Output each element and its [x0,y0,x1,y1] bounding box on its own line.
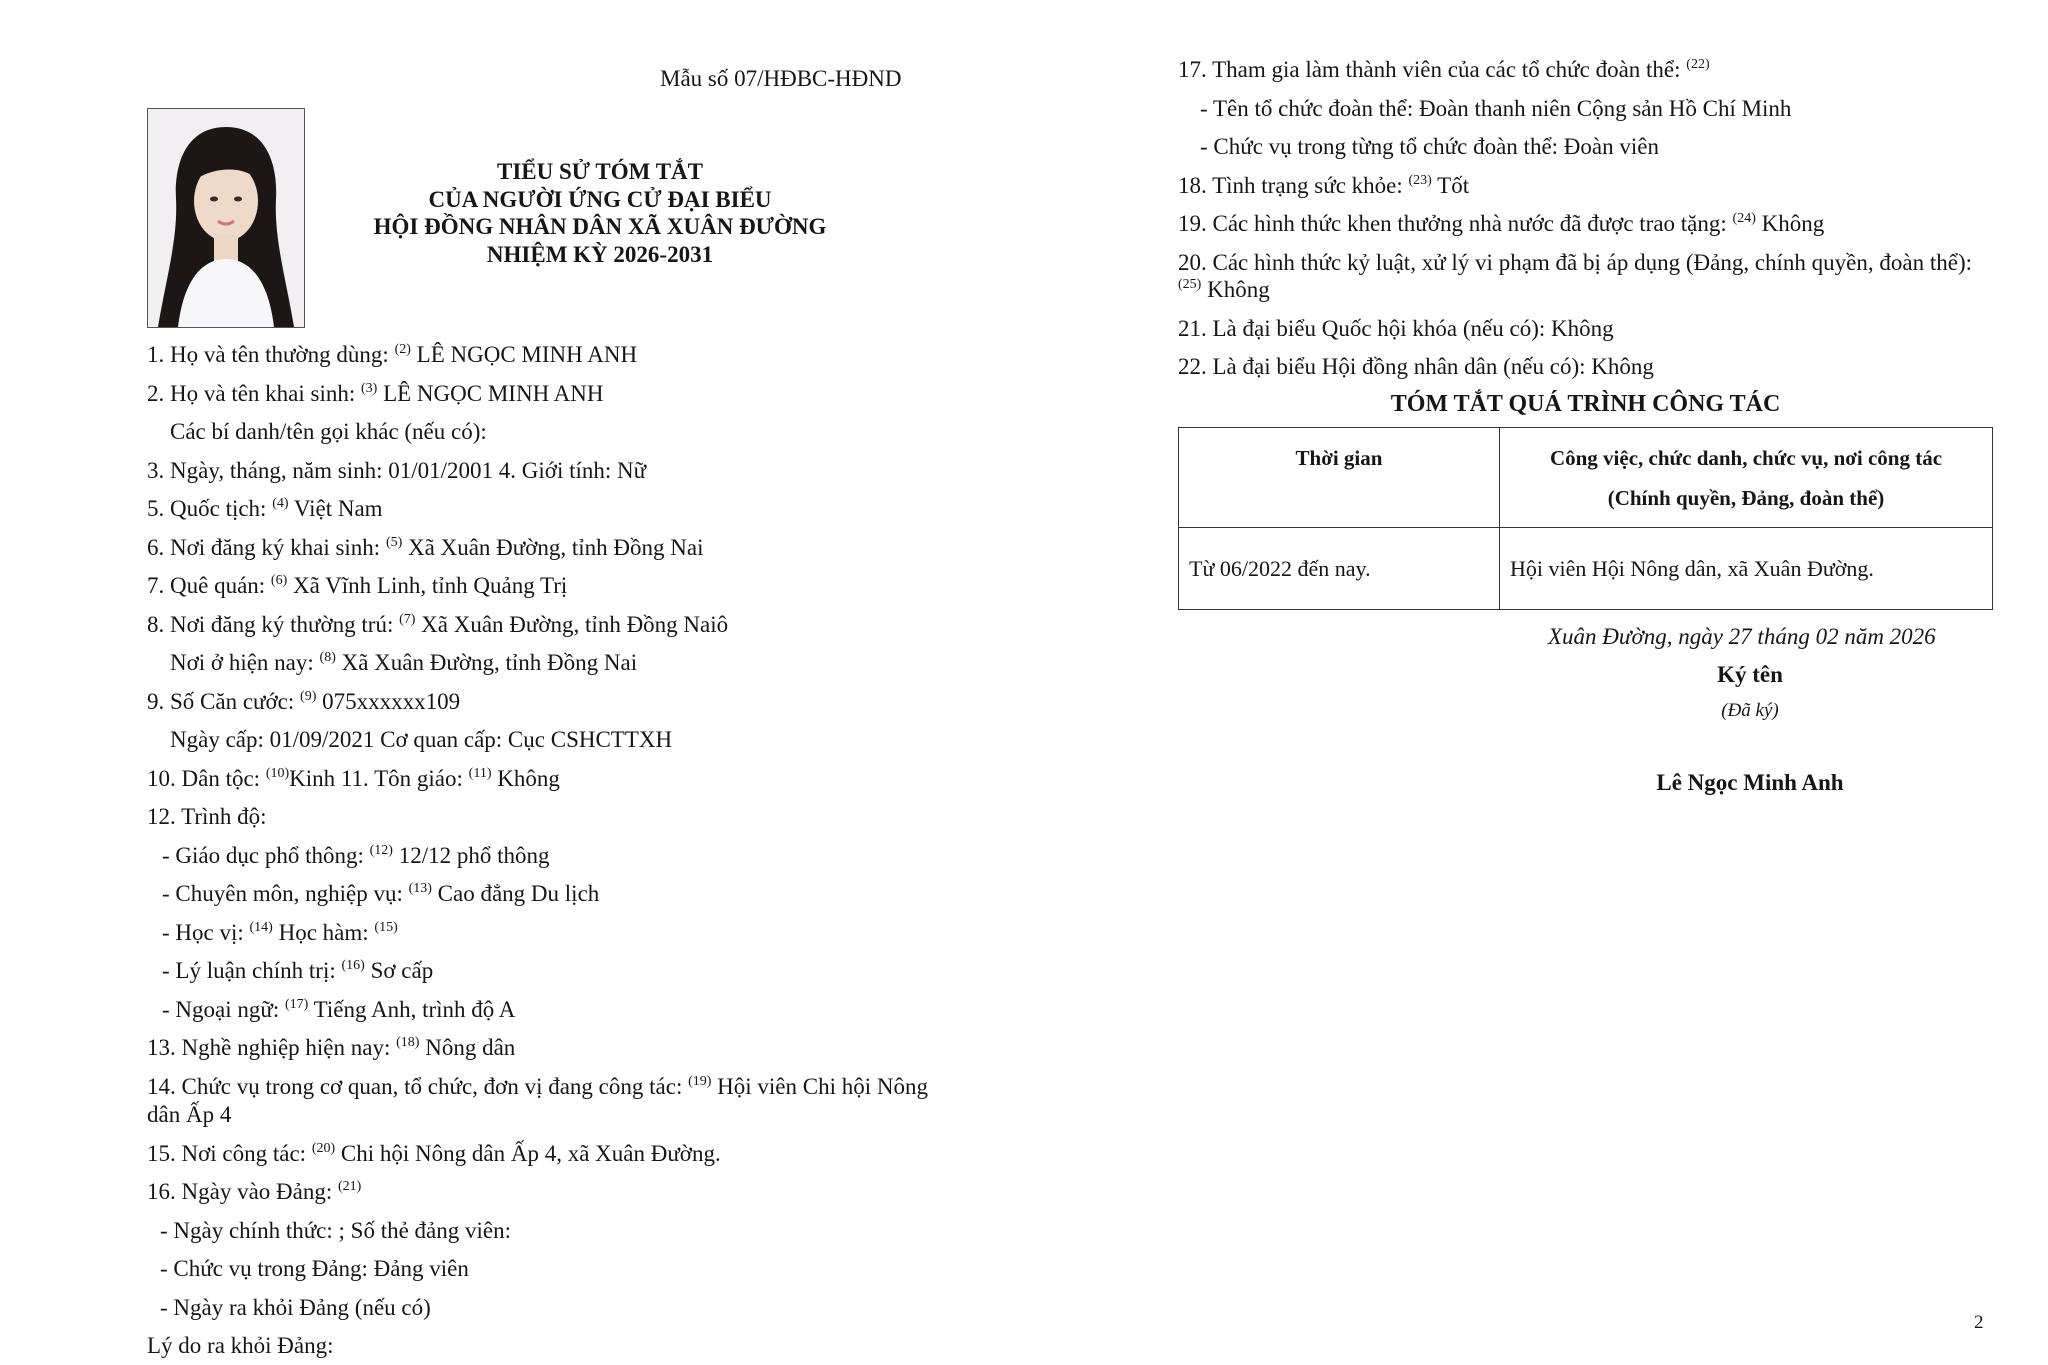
doc-title-3: HỘI ĐỒNG NHÂN DÂN XÃ XUÂN ĐƯỜNG [373,214,827,239]
doc-title-1: TIỂU SỬ TÓM TẮT [497,159,703,184]
field-permanent-residence: 8. Nơi đăng ký thường trú: $^{(7)}$ Xã Xuân Đường, tỉnh Đồng Naiô [147,612,729,637]
field-party-position: - Chức vụ trong Đảng: Đảng viên [160,1256,469,1281]
field-discipline: 20. Các hình thức kỷ luật, xử lý vi phạm đã bị áp dụng (Đảng, chính quyền, đoàn thể): [1178,250,1972,275]
signer-name: Lê Ngọc Minh Anh [1656,770,1844,795]
field-position-cont: dân Ấp 4 [147,1102,232,1127]
field-party-exit: - Ngày ra khỏi Đảng (nếu có) [160,1295,431,1320]
field-id-issue: Ngày cấp: 01/09/2021 Cơ quan cấp: Cục CSHCTTXH [170,727,673,752]
field-birth-registration: 6. Nơi đăng ký khai sinh: $^{(5)}$ Xã Xuân Đường, tỉnh Đồng Nai [147,535,704,560]
signed-note: (Đã ký) [1721,700,1779,721]
form-code: Mẫu số 07/HĐBC-HĐND [660,66,902,91]
field-id-number: 9. Số Căn cước: $^{(9)}$ 075xxxxxx109 [147,689,461,714]
table-header-time: Thời gian [1179,428,1500,528]
field-hometown: 7. Quê quán: $^{(6)}$ Xã Vĩnh Linh, tỉnh Quảng Trị [147,573,568,598]
field-common-name: 1. Họ và tên thường dùng: $^{(2)}$ LÊ NGỌC MINH ANH [147,342,638,367]
portrait-photo [147,108,305,328]
field-national-assembly: 21. Là đại biểu Quốc hội khóa (nếu có): Không [1178,316,1614,341]
field-occupation: 13. Nghề nghiệp hiện nay: $^{(18)}$ Nông dân [147,1035,516,1060]
field-foreign-language: - Ngoại ngữ: $^{(17)}$ Tiếng Anh, trình độ A [162,997,516,1022]
field-peoples-council: 22. Là đại biểu Hội đồng nhân dân (nếu có): Không [1178,354,1654,379]
field-birth-name: 2. Họ và tên khai sinh: $^{(3)}$ LÊ NGỌC MINH ANH [147,381,604,406]
table-header-job: Công việc, chức danh, chức vụ, nơi công tác (Chính quyền, Đảng, đoàn thể) [1500,428,1993,528]
field-party-join-date: 16. Ngày vào Đảng: $^{(21)}$ [147,1179,362,1204]
section-title-work-history: TÓM TẮT QUÁ TRÌNH CÔNG TÁC [1390,391,1781,417]
table-cell-time: Từ 06/2022 đến nay. [1179,528,1500,610]
signature-label: Ký tên [1717,662,1783,687]
field-health: 18. Tình trạng sức khỏe: $^{(23)}$ Tốt [1178,173,1470,198]
doc-title-2: CỦA NGƯỜI ỨNG CỬ ĐẠI BIỂU [428,187,772,212]
field-position: 14. Chức vụ trong cơ quan, tổ chức, đơn vị đang công tác: $^{(19)}$ Hội viên Chi hội Nông [147,1074,929,1099]
field-organizations: 17. Tham gia làm thành viên của các tổ chức đoàn thể: $^{(22)}$ [1178,57,1710,82]
field-political-theory: - Lý luận chính trị: $^{(16)}$ Sơ cấp [162,958,434,983]
field-degree-title: - Học vị: $^{(14)}$ Học hàm: $^{(15)}$ [162,920,398,945]
doc-title-4: NHIỆM KỲ 2026-2031 [486,242,714,267]
field-education-heading: 12. Trình độ: [147,804,267,829]
field-aliases: Các bí danh/tên gọi khác (nếu có): [170,419,487,444]
page-number: 2 [1974,1312,1984,1333]
field-current-residence: Nơi ở hiện nay: $^{(8)}$ Xã Xuân Đường, tỉnh Đồng Nai [170,650,638,675]
field-awards: 19. Các hình thức khen thưởng nhà nước đã được trao tặng: $^{(24)}$ Không [1178,211,1825,236]
field-birthdate-gender: 3. Ngày, tháng, năm sinh: 01/01/2001 4. Giới tính: Nữ [147,458,647,483]
field-org-name: - Tên tổ chức đoàn thể: Đoàn thanh niên Cộng sản Hồ Chí Minh [1200,96,1792,121]
field-ethnicity-religion: 10. Dân tộc: $^{(10)}$Kinh 11. Tôn giáo: $^{(11)}$ Không [147,766,560,791]
field-professional: - Chuyên môn, nghiệp vụ: $^{(13)}$ Cao đẳng Du lịch [162,881,600,906]
field-party-exit-reason: Lý do ra khỏi Đảng: [147,1333,334,1358]
table-row [1179,528,1993,610]
field-workplace: 15. Nơi công tác: $^{(20)}$ Chi hội Nông dân Ấp 4, xã Xuân Đường. [147,1141,721,1166]
table-header-row [1179,428,1993,528]
field-org-position: - Chức vụ trong từng tổ chức đoàn thể: Đoàn viên [1200,134,1659,159]
field-nationality: 5. Quốc tịch: $^{(4)}$ Việt Nam [147,496,383,521]
field-discipline-value: $^{(25)}$ Không [1178,277,1270,302]
work-history-table [1178,427,1993,610]
table-cell-job: Hội viên Hội Nông dân, xã Xuân Đường. [1500,528,1993,610]
field-general-education: - Giáo dục phổ thông: $^{(12)}$ 12/12 phổ thông [162,843,550,868]
signature-date: Xuân Đường, ngày 27 tháng 02 năm 2026 [1548,624,1936,649]
field-party-official: - Ngày chính thức: ; Số thẻ đảng viên: [160,1218,512,1243]
